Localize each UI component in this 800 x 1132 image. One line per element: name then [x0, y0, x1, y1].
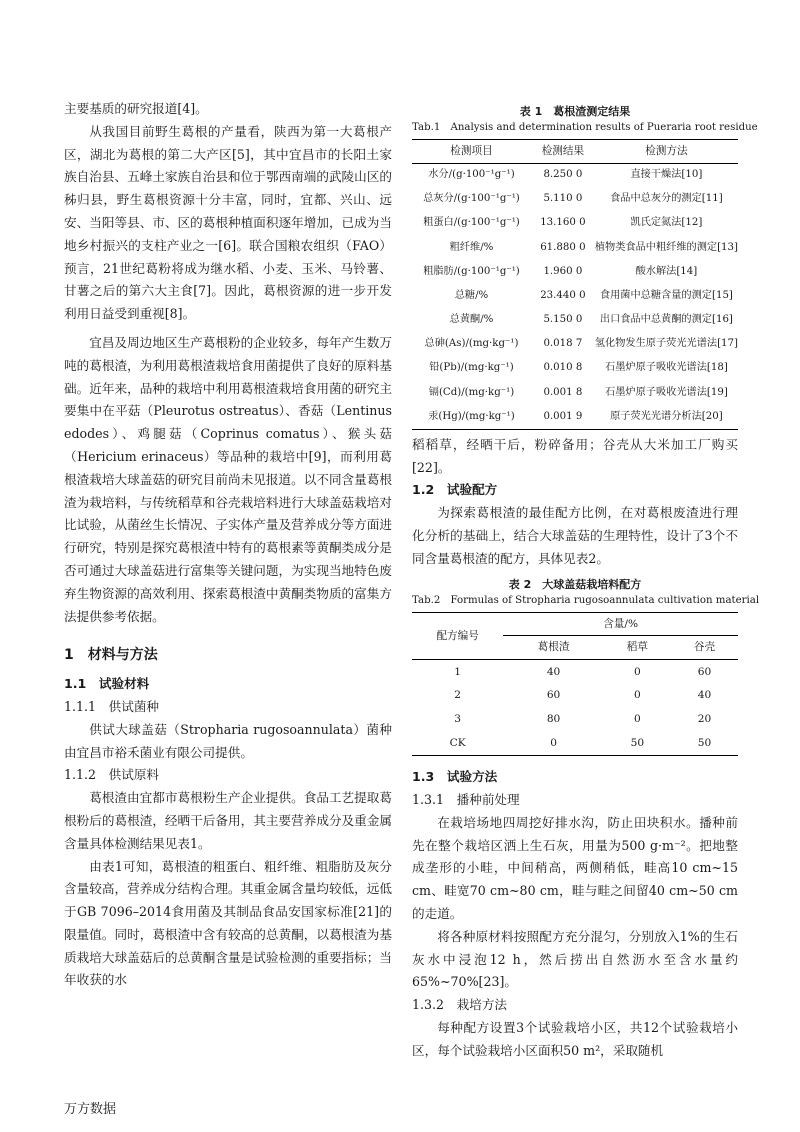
table-row — [412, 212, 738, 236]
table-cell: 石墨炉原子吸收光谱法[18] — [605, 362, 728, 374]
table-row — [412, 684, 738, 708]
table1 — [412, 139, 738, 430]
table-cell: 汞(Hg)/(mg·kg⁻¹) — [428, 410, 515, 422]
table-cell: 0 — [634, 665, 641, 678]
paragraph-strain: 供试大球盖菇（Stropharia rugosoannulata）菌种由宜昌市裕禾菌业有限公司提供。 — [64, 721, 392, 760]
left-column — [64, 98, 392, 992]
table-cell: 水分/(g·100⁻¹g⁻¹) — [428, 169, 515, 181]
table-cell: 酸水解法[14] — [635, 265, 698, 277]
table-cell: 食用菌中总糖含量的测定[15] — [599, 289, 733, 301]
table2 — [412, 612, 738, 757]
paragraph-intro-end: 主要基质的研究报道[4]。 — [64, 101, 208, 116]
table-cell: 60 — [546, 689, 561, 702]
footer-watermark: 万方数据 — [64, 1102, 117, 1117]
table-row — [412, 308, 738, 332]
table-cell: 氢化物发生原子荧光光谱法[17] — [594, 338, 738, 350]
table-row — [412, 357, 738, 381]
table-cell: 3 — [454, 713, 461, 726]
table2-subheader: 葛根渣 — [503, 636, 604, 660]
table-cell: 铅(Pb)/(mg·kg⁻¹) — [429, 362, 514, 374]
table-row — [412, 405, 738, 429]
table-cell: CK — [449, 737, 466, 750]
table-cell: 植物类食品中粗纤维的测定[13] — [594, 241, 738, 253]
table-cell: 凯氏定氮法[12] — [630, 217, 703, 229]
paragraph-research-background: 宜昌及周边地区生产葛根粉的企业较多，每年产生数万吨的葛根渣，为利用葛根渣栽培食用菌提供了良好的原料基础。近年来，品种的栽培中利用葛根渣栽培食用菌的研究主要集中在平菇（Pleurotus ostreatus）、香菇（Lentinus edodes）、鸡腿菇（Coprinus comatus）、猴头菇（Hericium erinaceus）等品种的栽培中[9]，而利用葛根渣栽培大球盖菇的研究目前尚未见报道。以不同含量葛根渣为栽培料，与传统稻草和谷壳栽培料进行大球盖菇栽培对比试验，从菌丝生长情况、子实体产量及营养成分等方面进行研究，特别是探究葛根渣中特有的葛根素等黄酮类成分是否可通过大球盖菇进行富集等关键问题，为实现当地特色废弃生物资源的高效利用、探索葛根渣中黄酮类物质的富集方法提供参考依据。 — [64, 334, 392, 624]
table-cell: 1 — [454, 665, 461, 678]
table-cell: 0 — [634, 713, 641, 726]
table-cell: 镉(Cd)/(mg·kg⁻¹) — [428, 386, 515, 398]
table-cell: 0.001 8 — [543, 386, 583, 398]
table-cell: 5.110 0 — [543, 193, 583, 205]
table2-header-id: 配方编号 — [412, 612, 503, 660]
paragraph-straw-source: 稻稻草，经晒干后，粉碎备用；谷壳从大米加工厂购买[22]。 — [412, 436, 738, 475]
table-cell: 粗蛋白/(g·100⁻¹g⁻¹) — [423, 217, 520, 229]
table-cell: 总黄酮/% — [449, 314, 494, 326]
table-cell: 0 — [634, 689, 641, 702]
heading-cultivation: 1.3.2 栽培方法 — [412, 997, 508, 1013]
table-cell: 食品中总灰分的测定[11] — [610, 193, 723, 205]
table1-header: 检测项目 — [412, 140, 531, 164]
table-row — [412, 660, 738, 684]
table-row — [412, 260, 738, 284]
table-cell: 2 — [454, 689, 461, 702]
table-cell: 80 — [546, 713, 561, 726]
table-row — [412, 284, 738, 308]
table-row — [412, 732, 738, 756]
table-cell: 13.160 0 — [540, 217, 586, 229]
table2-caption-en: Tab.2 Formulas of Stropharia rugosoannulata cultivation material — [412, 594, 760, 606]
paragraph-table1-analysis: 由表1可知，葛根渣的粗蛋白、粗纤维、粗脂肪及灰分含量较高，营养成分结构合理。其重金属含量均较低，远低于GB 7096–2014食用菌及其制品食品安国家标准[21]的限量值。同时，葛根渣中含有较高的总黄酮，以葛根渣为基质栽培大球盖菇后的总黄酮含量是试验检测的重要指标；当年收获的水 — [64, 858, 392, 988]
table-cell: 总砷(As)/(mg·kg⁻¹) — [424, 338, 519, 350]
table-cell: 粗纤维/% — [449, 241, 494, 253]
table1-header: 检测方法 — [595, 140, 738, 164]
paragraph-pre-sowing: 在栽培场地四周挖好排水沟，防止田块积水。播种前先在整个栽培区洒上生石灰，用量为500 g·m⁻²。把地整成垄形的小畦，中间稍高，两侧稍低，畦高10 cm~15 cm、畦宽70 cm~80 cm，畦与畦之间留40 cm~50 cm的走道。 — [412, 814, 738, 922]
table-cell: 20 — [697, 713, 712, 726]
table-cell: 出口食品中总黄酮的测定[16] — [599, 314, 733, 326]
right-column — [412, 104, 760, 1063]
table-row — [412, 236, 738, 260]
table-cell: 总糖/% — [454, 289, 489, 301]
heading-pre-sowing: 1.3.1 播种前处理 — [412, 792, 520, 808]
table-row — [412, 333, 738, 357]
heading-test-method: 1.3 试验方法 — [412, 769, 498, 785]
paragraph-pueraria-production: 从我国目前野生葛根的产量看，陕西为第一大葛根产区，湖北为葛根的第二大产区[5]，其中宜昌市的长阳土家族自治县、五峰土家族自治县和位于鄂西南端的武陵山区的秭归县，野生葛根资源十分丰富，同时，宜都、兴山、远安、当阳等县、市、区的葛根种植面积逐年增加，已成为当地乡村振兴的支柱产业之一[6]。联合国粮农组织（FAO）预言，21世纪葛粉将成为继水稻、小麦、玉米、马铃薯、甘薯之后的第六大主食[7]。因此，葛根资源的进一步开发利用日益受到重视[8]。 — [64, 123, 392, 322]
heading-test-formula: 1.2 试验配方 — [412, 482, 498, 498]
table-cell: 0 — [550, 737, 557, 750]
table2-subheader: 谷壳 — [671, 636, 738, 660]
table-row — [412, 163, 738, 187]
table-cell: 0.018 7 — [543, 338, 583, 350]
table-cell: 直接干燥法[10] — [630, 169, 703, 181]
table-row — [412, 381, 738, 405]
table-cell: 石墨炉原子吸收光谱法[19] — [605, 386, 728, 398]
paragraph-formula-design: 为探索葛根渣的最佳配方比例，在对葛根废渣进行理化分析的基础上，结合大球盖菇的生理特性，设计了3个不同含量葛根渣的配方，具体见表2。 — [412, 505, 738, 566]
table-cell: 0.010 8 — [543, 362, 583, 374]
table-row — [412, 187, 738, 211]
heading-test-materials: 1.1 试验材料 — [64, 676, 150, 692]
paragraph-raw-materials: 葛根渣由宜都市葛根粉生产企业提供。食品工艺提取葛根粉后的葛根渣，经晒干后备用，其主要营养成分及重金属含量具体检测结果见表1。 — [64, 790, 392, 851]
table2-caption-cn: 表 2 大球盖菇栽培料配方 — [508, 577, 642, 591]
table-cell: 粗脂肪/(g·100⁻¹g⁻¹) — [423, 265, 520, 277]
table-cell: 40 — [546, 665, 561, 678]
table-cell: 40 — [697, 689, 712, 702]
table-cell: 50 — [630, 737, 645, 750]
table-cell: 总灰分/(g·100⁻¹g⁻¹) — [423, 193, 520, 205]
paragraph-soaking: 将各种原材料按照配方充分混匀，分别放入1%的生石灰水中浸泡12 h，然后捞出自然沥水至含水量约65%~70%[23]。 — [412, 928, 738, 990]
table1-caption-en: Tab.1 Analysis and determination results of Pueraria root residue — [412, 122, 758, 133]
heading-raw-materials: 1.1.2 供试原料 — [64, 767, 160, 783]
table2-subheader: 稻草 — [604, 636, 671, 660]
table-cell: 8.250 0 — [543, 169, 583, 181]
section-heading-materials-methods: 1 材料与方法 — [64, 647, 158, 664]
table-cell: 60 — [697, 665, 712, 678]
table-row — [412, 708, 738, 732]
heading-strain: 1.1.1 供试菌种 — [64, 698, 160, 714]
table-cell: 61.880 0 — [540, 241, 586, 253]
table-cell: 50 — [697, 737, 712, 750]
table-cell: 5.150 0 — [543, 314, 583, 326]
table-cell: 1.960 0 — [543, 265, 583, 277]
table1-caption-cn: 表 1 葛根渣测定结果 — [519, 105, 631, 118]
table2-header-group: 含量/% — [503, 612, 738, 636]
table-cell: 23.440 0 — [540, 289, 586, 301]
table1-header: 检测结果 — [531, 140, 595, 164]
paragraph-cultivation: 每种配方设置3个试验栽培小区，共12个试验栽培小区，每个试验栽培小区面积50 m²，采取随机 — [412, 1020, 738, 1058]
table-cell: 0.001 9 — [543, 410, 583, 422]
table-cell: 原子荧光光谱分析法[20] — [610, 410, 723, 422]
